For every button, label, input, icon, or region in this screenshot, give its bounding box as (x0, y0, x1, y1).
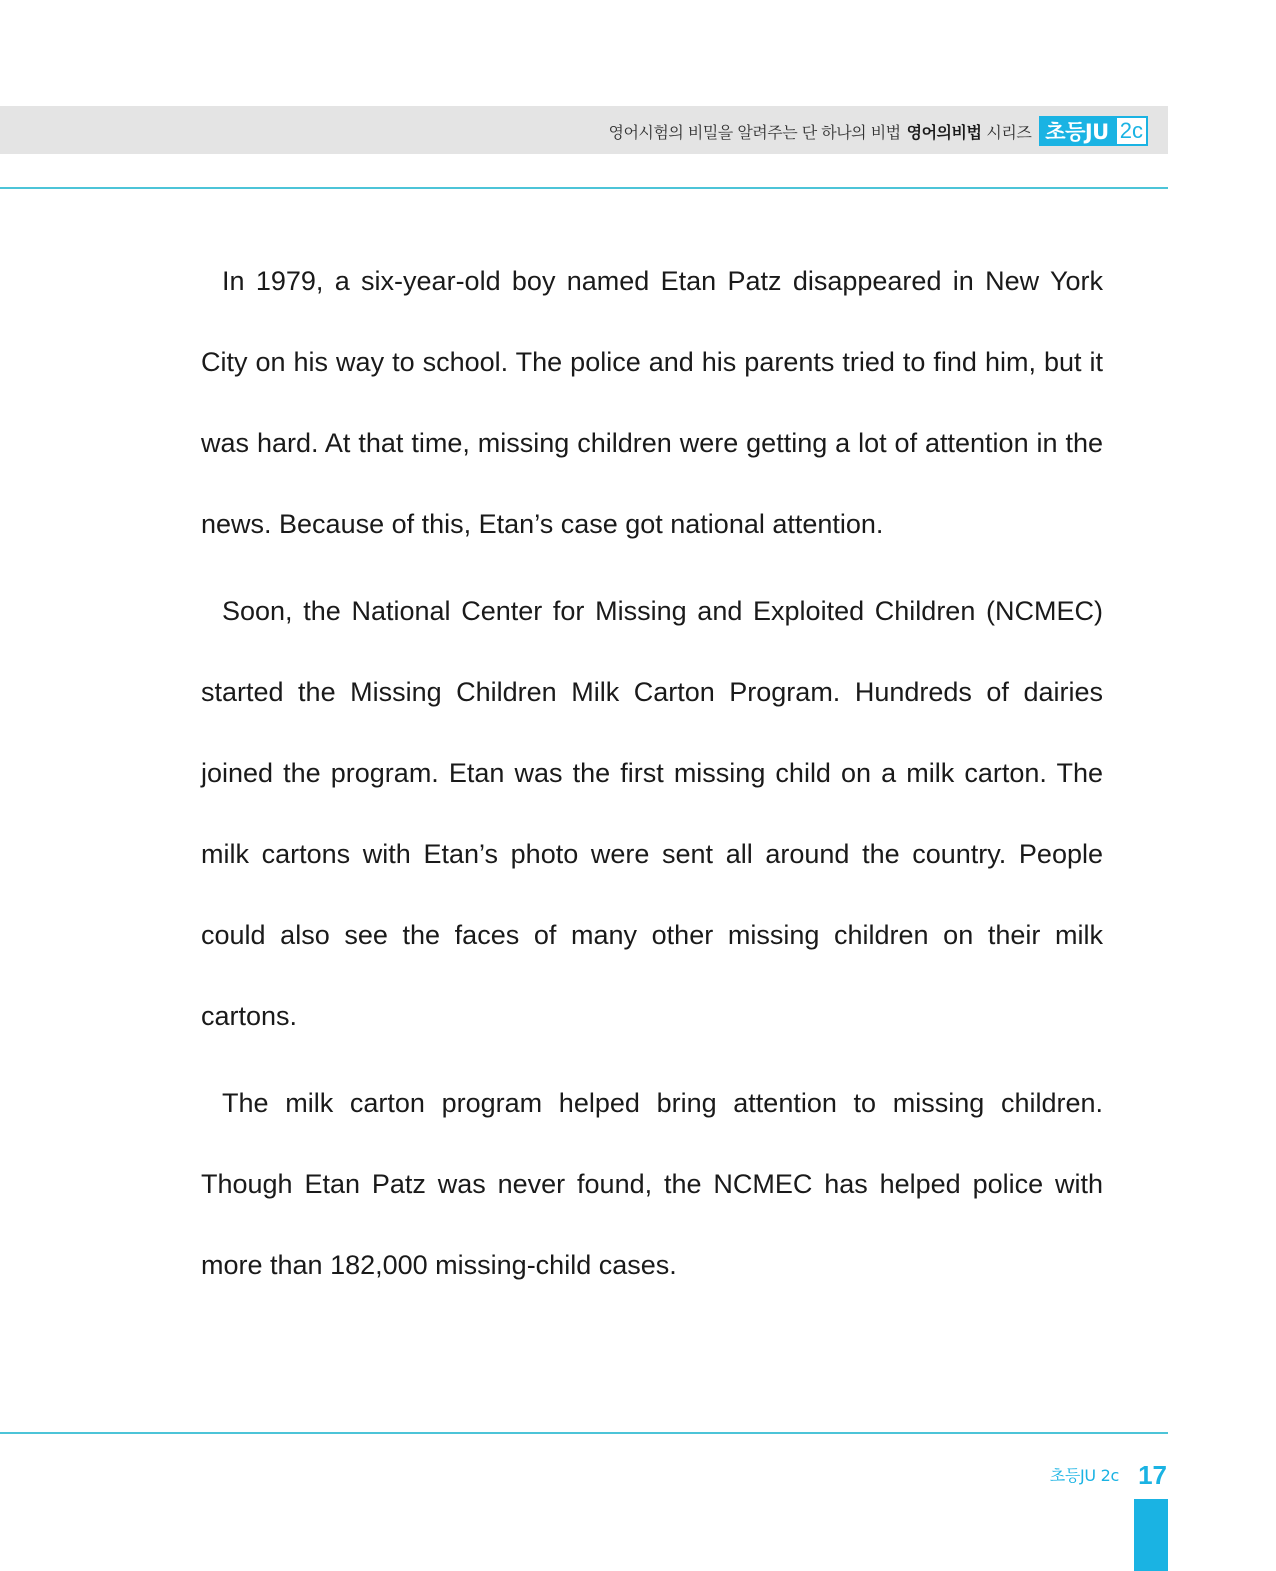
page-edge-tab (1134, 1499, 1168, 1571)
header-tagline: 영어시험의 비밀을 알려주는 단 하나의 비법 (608, 122, 901, 142)
badge-title: 초등JU (1039, 116, 1114, 146)
paragraph-3: The milk carton program helped bring attention to missing children. Though Etan Patz was never found, the NCMEC has helped police with more than 182,000 missing-child cases. (201, 1088, 1103, 1280)
series-name: 영어의비법 (906, 122, 982, 142)
top-divider (0, 187, 1168, 189)
page-number: 17 (1138, 1460, 1167, 1490)
badge-level: 2c (1115, 116, 1148, 146)
series-header (609, 116, 1149, 146)
footer-book-label: 초등JU 2c (1049, 1466, 1119, 1485)
bottom-divider (0, 1432, 1168, 1434)
paragraph-1: In 1979, a six-year-old boy named Etan Patz disappeared in New York City on his way to school. The police and his parents tried to find him, but it was hard. At that time, missing children were getting a lot of attention in the news. Because of this, Etan’s case got national attention. (201, 266, 1103, 539)
series-suffix: 시리즈 (986, 122, 1032, 142)
book-badge (1039, 116, 1148, 146)
passage (201, 241, 1103, 1306)
paragraph-2: Soon, the National Center for Missing and Exploited Children (NCMEC) started the Missing Children Milk Carton Program. Hundreds of dairies joined the program. Etan was the first missing child on a milk carton. The milk cartons with Etan’s photo were sent all around the country. People could also see the faces of many other missing children on their milk cartons. (201, 596, 1103, 1031)
